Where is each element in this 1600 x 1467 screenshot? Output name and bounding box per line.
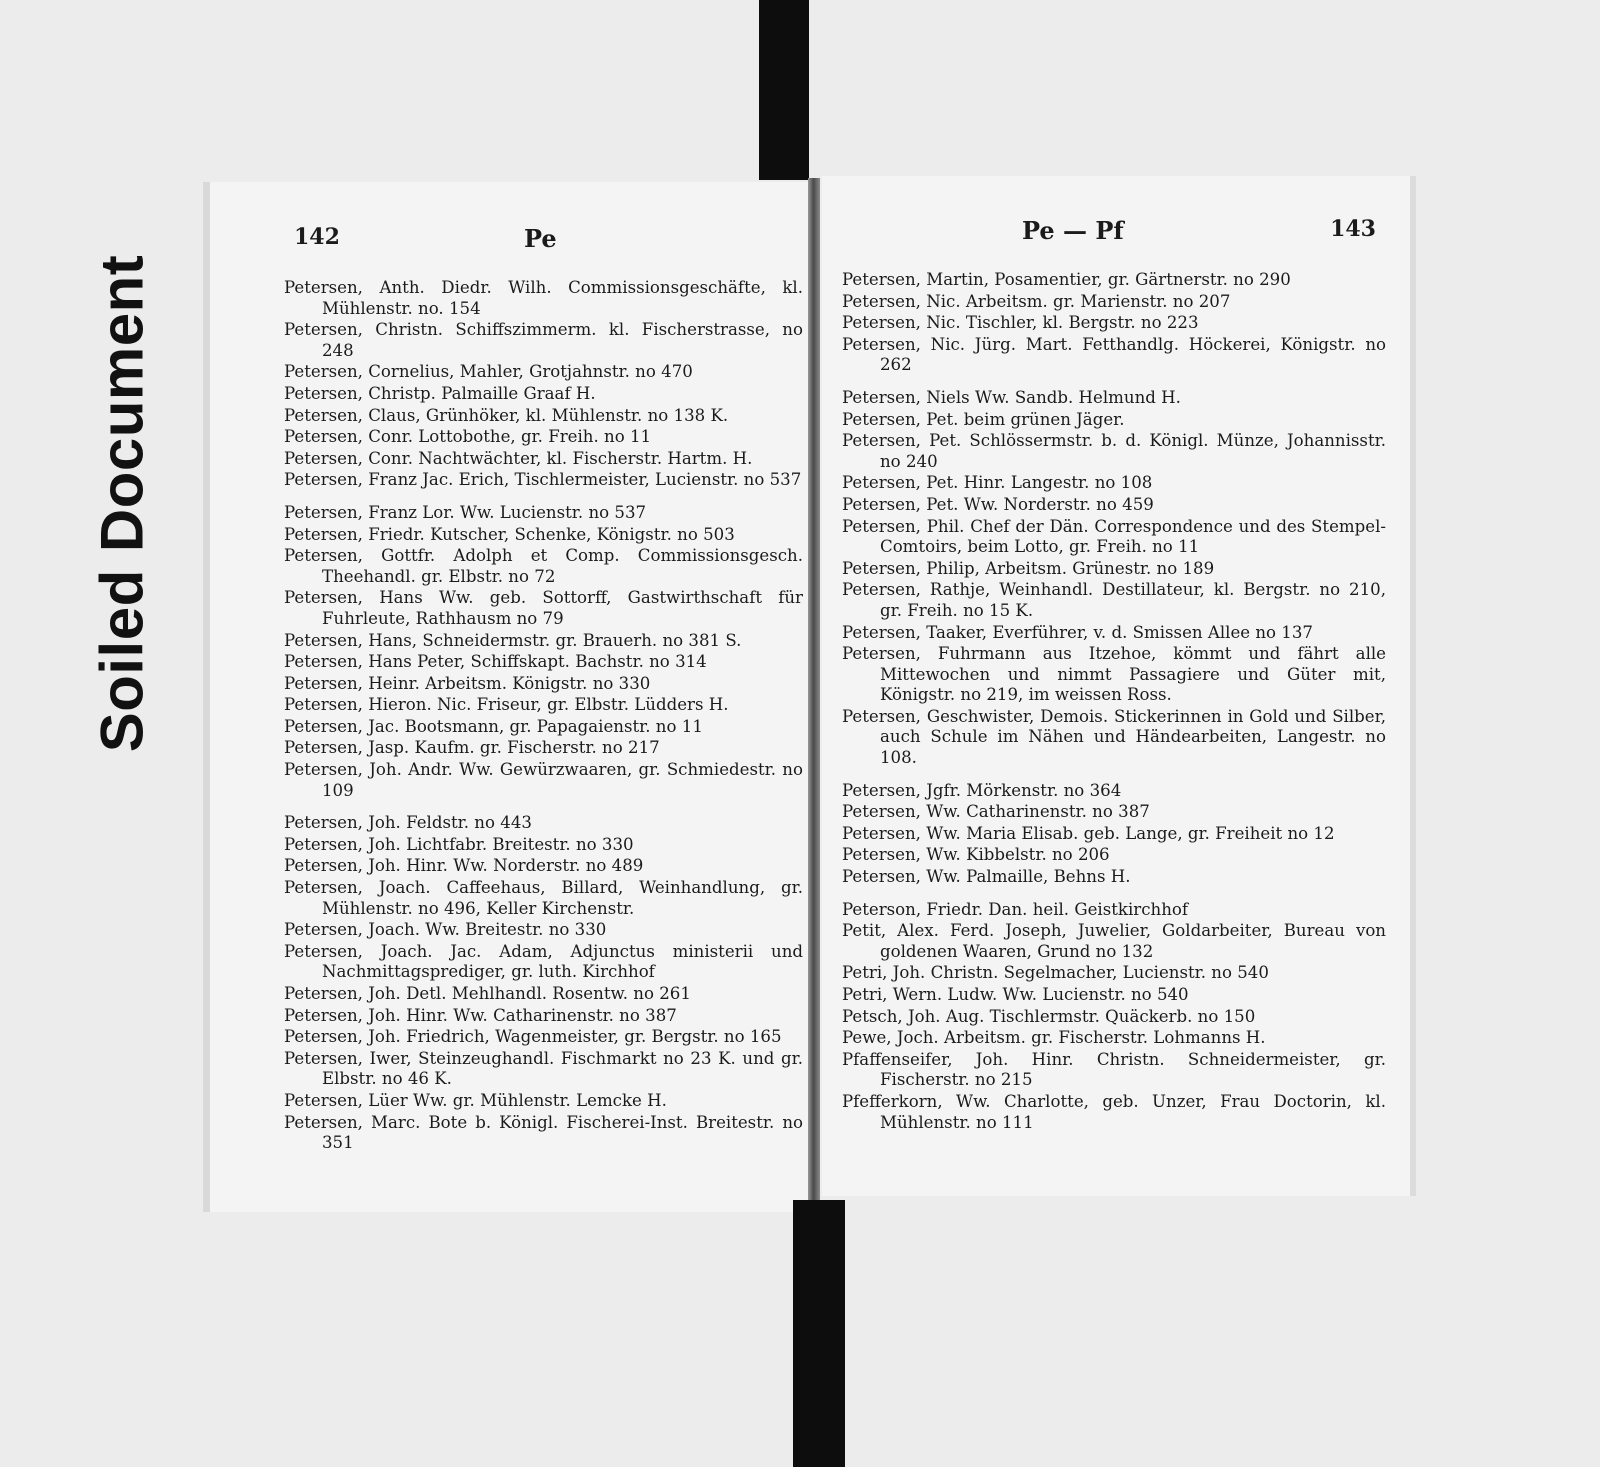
directory-entry: Peterson, Friedr. Dan. heil. Geistkirchhof — [842, 899, 1189, 919]
directory-entry: Petersen, Joach. Caffeehaus, Billard, Weinhandlung, gr. Mühlenstr. no 496, Keller Kirchenstr. — [284, 878, 803, 918]
directory-entry: Petersen, Jasp. Kaufm. gr. Fischerstr. no 217 — [284, 738, 660, 758]
left-page — [203, 182, 813, 1212]
directory-entry: Petersen, Franz Lor. Ww. Lucienstr. no 537 — [284, 502, 647, 522]
directory-entry: Pewe, Joch. Arbeitsm. gr. Fischerstr. Lohmanns H. — [842, 1028, 1266, 1048]
book-spine — [808, 178, 820, 1208]
directory-entry: Petsch, Joh. Aug. Tischlermstr. Quäckerb. no 150 — [842, 1006, 1256, 1026]
directory-entry: Petersen, Pet. Schlössermstr. b. d. Königl. Münze, Johannisstr. no 240 — [842, 431, 1386, 471]
binding-tab-top — [759, 0, 809, 180]
directory-entry: Pfefferkorn, Ww. Charlotte, geb. Unzer, Frau Doctorin, kl. Mühlenstr. no 111 — [842, 1091, 1386, 1132]
directory-entry: Petersen, Franz Jac. Erich, Tischlermeister, Lucienstr. no 537 — [284, 470, 802, 490]
directory-entry: Petersen, Joh. Hinr. Ww. Norderstr. no 489 — [284, 856, 644, 876]
directory-entry: Petersen, Niels Ww. Sandb. Helmund H. — [842, 387, 1181, 407]
directory-entry: Petersen, Friedr. Kutscher, Schenke, Königstr. no 503 — [284, 524, 735, 544]
directory-entry: Petri, Wern. Ludw. Ww. Lucienstr. no 540 — [842, 985, 1189, 1004]
left-entry-list — [284, 278, 803, 1154]
directory-entry: Petersen, Geschwister, Demois. Stickerinnen in Gold und Silber, auch Schule im Nähen und Händearbeiten, Langestr. no 108. — [842, 706, 1386, 768]
directory-entry: Petit, Alex. Ferd. Joseph, Juwelier, Goldarbeiter, Bureau von goldenen Waaren, Grund no 132 — [842, 921, 1386, 961]
directory-entry: Petersen, Joach. Ww. Breitestr. no 330 — [284, 920, 607, 940]
left-running-head: Pe — [524, 224, 557, 253]
right-running-head: Pe — Pf — [1022, 216, 1124, 245]
directory-entry: Petersen, Nic. Tischler, kl. Bergstr. no 223 — [842, 313, 1199, 333]
directory-entry: Petersen, Christp. Palmaille Graaf H. — [284, 383, 596, 403]
stamp-label: Soiled Document — [88, 254, 156, 752]
directory-entry: Petersen, Claus, Grünhöker, kl. Mühlenstr. no 138 K. — [284, 405, 729, 425]
directory-entry: Pfaffenseifer, Joh. Hinr. Christn. Schneidermeister, gr. Fischerstr. no 215 — [842, 1049, 1386, 1090]
directory-entry: Petersen, Ww. Kibbelstr. no 206 — [842, 845, 1110, 865]
right-entry-list — [842, 270, 1386, 1133]
directory-entry: Petersen, Hans Ww. geb. Sottorff, Gastwirthschaft für Fuhrleute, Rathhausm no 79 — [284, 588, 803, 628]
directory-entry: Petersen, Christn. Schiffszimmerm. kl. Fischerstrasse, no 248 — [284, 320, 803, 360]
directory-entry: Petersen, Pet. beim grünen Jäger. — [842, 409, 1125, 429]
directory-entry: Petersen, Jgfr. Mörkenstr. no 364 — [842, 780, 1122, 800]
directory-entry: Petersen, Hieron. Nic. Friseur, gr. Elbstr. Lüdders H. — [284, 695, 729, 715]
directory-entry: Petersen, Phil. Chef der Dän. Correspondence und des Stempel-Comtoirs, beim Lotto, gr. Freih. no 11 — [842, 516, 1386, 557]
directory-entry: Petersen, Joh. Friedrich, Wagenmeister, gr. Bergstr. no 165 — [284, 1027, 782, 1047]
directory-entry: Petersen, Rathje, Weinhandl. Destillateur, kl. Bergstr. no 210, gr. Freih. no 15 K. — [842, 580, 1386, 620]
left-page-header — [284, 224, 803, 278]
directory-entry: Petersen, Nic. Arbeitsm. gr. Marienstr. no 207 — [842, 291, 1231, 311]
directory-entry: Petersen, Joh. Andr. Ww. Gewürzwaaren, gr. Schmiedestr. no 109 — [284, 760, 803, 800]
directory-entry: Petersen, Martin, Posamentier, gr. Gärtnerstr. no 290 — [842, 270, 1291, 289]
directory-entry: Petersen, Hans, Schneidermstr. gr. Brauerh. no 381 S. — [284, 630, 742, 650]
binding-tab-bottom — [793, 1200, 845, 1467]
directory-entry: Petersen, Fuhrmann aus Itzehoe, kömmt und fährt alle Mittewochen und nimmt Passagiere und Güter mit, Königstr. no 219, im weissen Ross. — [842, 644, 1386, 705]
soiled-document-stamp — [72, 248, 172, 758]
directory-entry: Petersen, Pet. Hinr. Langestr. no 108 — [842, 473, 1153, 493]
directory-entry: Petersen, Pet. Ww. Norderstr. no 459 — [842, 494, 1154, 514]
directory-entry: Petersen, Cornelius, Mahler, Grotjahnstr. no 470 — [284, 362, 693, 382]
directory-entry: Petersen, Iwer, Steinzeughandl. Fischmarkt no 23 K. und gr. Elbstr. no 46 K. — [284, 1048, 803, 1089]
directory-entry: Petersen, Ww. Palmaille, Behns H. — [842, 867, 1131, 887]
directory-entry: Petersen, Joh. Hinr. Ww. Catharinenstr. no 387 — [284, 1005, 677, 1025]
directory-entry: Petersen, Joach. Jac. Adam, Adjunctus ministerii und Nachmittagsprediger, gr. luth. Kirchhof — [284, 941, 803, 982]
directory-entry: Petersen, Conr. Lottobothe, gr. Freih. no 11 — [284, 427, 652, 447]
directory-entry: Petersen, Hans Peter, Schiffskapt. Bachstr. no 314 — [284, 652, 707, 672]
directory-entry: Petersen, Ww. Catharinenstr. no 387 — [842, 802, 1150, 822]
directory-entry: Petersen, Joh. Lichtfabr. Breitestr. no 330 — [284, 834, 634, 854]
directory-entry: Petri, Joh. Christn. Segelmacher, Lucienstr. no 540 — [842, 963, 1269, 983]
right-page-header — [842, 216, 1386, 270]
directory-entry: Petersen, Joh. Feldstr. no 443 — [284, 813, 532, 833]
right-page — [822, 176, 1416, 1196]
left-page-number: 142 — [294, 224, 340, 250]
directory-entry: Petersen, Joh. Detl. Mehlhandl. Rosentw. no 261 — [284, 984, 691, 1003]
directory-entry: Petersen, Marc. Bote b. Königl. Fischerei-Inst. Breitestr. no 351 — [284, 1112, 803, 1153]
directory-entry: Petersen, Conr. Nachtwächter, kl. Fischerstr. Hartm. H. — [284, 448, 753, 468]
directory-entry: Petersen, Nic. Jürg. Mart. Fetthandlg. Höckerei, Königstr. no 262 — [842, 334, 1386, 375]
directory-entry: Petersen, Heinr. Arbeitsm. Königstr. no 330 — [284, 673, 651, 693]
directory-entry: Petersen, Gottfr. Adolph et Comp. Commissionsgesch. Theehandl. gr. Elbstr. no 72 — [284, 546, 803, 586]
directory-entry: Petersen, Lüer Ww. gr. Mühlenstr. Lemcke H. — [284, 1090, 667, 1110]
directory-entry: Petersen, Anth. Diedr. Wilh. Commissionsgeschäfte, kl. Mühlenstr. no. 154 — [284, 278, 803, 318]
directory-entry: Petersen, Philip, Arbeitsm. Grünestr. no 189 — [842, 558, 1215, 578]
directory-entry: Petersen, Taaker, Everführer, v. d. Smissen Allee no 137 — [842, 622, 1313, 642]
directory-entry: Petersen, Ww. Maria Elisab. geb. Lange, gr. Freiheit no 12 — [842, 823, 1335, 843]
directory-entry: Petersen, Jac. Bootsmann, gr. Papagaienstr. no 11 — [284, 716, 703, 736]
right-page-number: 143 — [1330, 216, 1376, 242]
